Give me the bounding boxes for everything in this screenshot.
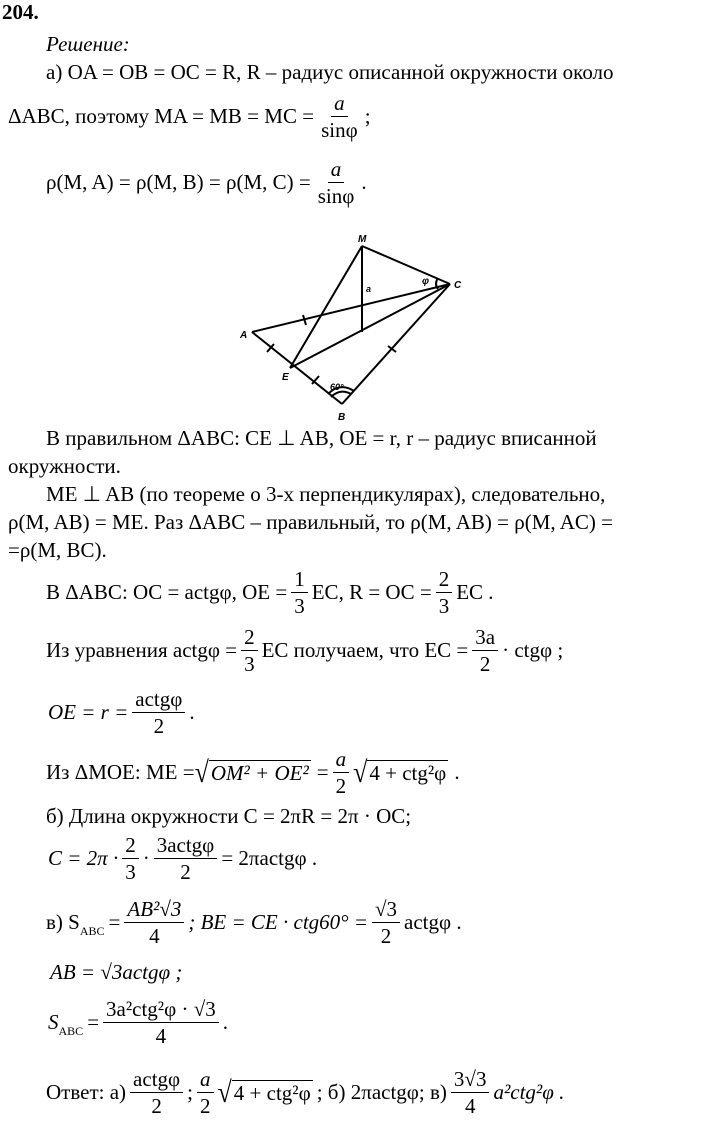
fraction-denominator: 3	[294, 594, 305, 619]
equation-8-suffix: .	[222, 1010, 228, 1035]
fraction-denominator: 2	[200, 1094, 211, 1119]
equation-2-mid: EC получаем, что EC =	[261, 638, 469, 663]
paragraph2-line2: ρ(M, AB) = ME. Раз ΔABC – правильный, то ρ(M, AB) = ρ(M, AC) =	[8, 510, 613, 534]
fraction-numerator: actgφ	[130, 1068, 183, 1093]
equation-1-prefix: В ΔABC: OC = actgφ, OE =	[46, 580, 288, 605]
fraction-numerator: actgφ	[132, 688, 185, 713]
equation-8-prefix: S	[48, 1010, 59, 1035]
part-a-line2	[8, 92, 371, 141]
fraction-denominator: 4	[149, 924, 160, 949]
part-b-line: б) Длина окружности C = 2πR = 2π · OC;	[46, 804, 412, 828]
equation-5-dot: ·	[142, 846, 150, 871]
fraction-numerator: 2	[122, 834, 139, 859]
fraction-denominator: sinφ	[321, 118, 358, 143]
part-a-line2-suffix: ;	[364, 104, 371, 129]
angle-arc-C	[436, 278, 438, 289]
equation-7: AB = √3actgφ ;	[50, 960, 183, 984]
fraction-numerator: AB²√3	[124, 898, 184, 923]
fraction-numerator: √3	[372, 898, 400, 923]
fraction-numerator: a	[333, 748, 350, 773]
answer-fraction-3	[451, 1068, 490, 1117]
equation-6-mid: ; BE = CE · ctg60° =	[188, 910, 368, 935]
equation-2	[46, 626, 563, 675]
answer-line	[46, 1068, 564, 1117]
label-C: C	[454, 280, 462, 291]
fraction-numerator: 3a²ctg²φ · √3	[103, 998, 219, 1023]
equation-5-suffix: = 2πactgφ .	[221, 846, 318, 871]
paragraph2-line3: =ρ(M, BC).	[8, 538, 107, 562]
radical-sign: √	[194, 755, 209, 789]
fraction-denominator: 2	[180, 860, 191, 885]
part-a-line3	[46, 158, 367, 207]
radicand: 4 + ctg²φ	[369, 760, 447, 785]
label-A: A	[240, 330, 248, 341]
label-M: M	[358, 234, 367, 245]
solution-heading: Решение:	[46, 32, 130, 56]
part-a-line1: а) OA = OB = OC = R, R – радиус описанной окружности около	[46, 60, 614, 84]
equation-6-prefix: в) S	[46, 910, 80, 935]
label-a: a	[366, 284, 372, 294]
problem-number: 204.	[2, 0, 39, 24]
equation-1-mid: EC, R = OC =	[311, 580, 432, 605]
fraction-ab-squared-root3-over-4	[124, 898, 184, 947]
answer-prefix: Ответ: а)	[46, 1080, 127, 1105]
fraction-numerator: a	[197, 1068, 214, 1093]
equation-6-suffix: actgφ .	[404, 910, 462, 935]
edge-BC	[342, 284, 450, 404]
fraction-a-over-sin	[318, 92, 361, 141]
subscript-abc: ABC	[58, 1024, 84, 1039]
fraction-root3-over-2	[372, 898, 400, 947]
fraction-denominator: 2	[479, 652, 491, 677]
fraction-numerator: 2	[436, 568, 453, 593]
fraction-two-thirds	[436, 568, 453, 617]
geometry-figure	[230, 228, 480, 423]
fraction-denominator: 4	[464, 1094, 476, 1119]
radicand: OM² + OE²	[210, 760, 309, 785]
fraction-numerator: 3√3	[451, 1068, 490, 1093]
paragraph1-line1: В правильном ΔABC: CE ⊥ AB, OE = r, r – радиус вписанной	[46, 426, 597, 450]
equation-6-eq: =	[108, 910, 121, 935]
fraction-numerator: a	[331, 92, 348, 117]
equation-3	[48, 688, 195, 737]
equation-6	[46, 898, 462, 947]
label-B: B	[338, 412, 346, 423]
square-root-1	[194, 755, 311, 789]
square-root-2	[353, 755, 448, 789]
label-E: E	[282, 372, 289, 383]
equation-8	[48, 998, 228, 1047]
fraction-numerator: 1	[291, 568, 308, 593]
equation-4	[46, 748, 460, 797]
fraction-3a-over-2	[472, 626, 498, 675]
radical-sign: √	[217, 1075, 232, 1109]
fraction-denominator: sinφ	[317, 184, 355, 209]
fraction-numerator: 3a	[472, 626, 498, 651]
fraction-denominator: 2	[380, 924, 392, 949]
fraction-denominator: 3	[438, 594, 450, 619]
fraction-denominator: 2	[153, 714, 165, 739]
fraction-denominator: 2	[151, 1094, 162, 1119]
fraction-numerator: a	[328, 158, 345, 183]
equation-5-prefix: C = 2π ·	[48, 846, 119, 871]
paragraph2-line1: ME ⊥ AB (по теореме о 3-х перпендикулярах), следовательно,	[46, 482, 606, 506]
fraction-a-over-sin-2	[315, 158, 358, 207]
part-a-line3-prefix: ρ(M, A) = ρ(M, B) = ρ(M, C) =	[46, 170, 311, 195]
equation-2-prefix: Из уравнения actgφ =	[46, 638, 238, 663]
fraction-a-over-2	[333, 748, 350, 797]
fraction-area-expression	[103, 998, 219, 1047]
equation-1	[46, 568, 494, 617]
fraction-denominator: 3	[125, 860, 136, 885]
fraction-numerator: 2	[241, 626, 258, 651]
equation-4-suffix: .	[454, 760, 460, 785]
answer-sep-2: ; б) 2πactgφ; в)	[316, 1080, 447, 1105]
part-a-line2-prefix: ΔABC, поэтому MA = MB = MC =	[8, 104, 315, 129]
answer-fraction-1	[130, 1068, 183, 1117]
fraction-one-third	[291, 568, 308, 617]
label-angle-60: 60°	[330, 382, 344, 392]
label-phi: φ	[422, 276, 430, 287]
fraction-denominator: 2	[335, 774, 347, 799]
equation-5	[48, 834, 317, 883]
radical-sign: √	[353, 755, 368, 789]
paragraph1-line2: окружности.	[8, 454, 121, 478]
answer-fraction-2	[197, 1068, 214, 1117]
fraction-two-thirds	[122, 834, 139, 883]
equation-3-prefix: OE = r =	[48, 700, 129, 725]
fraction-denominator: 3	[244, 652, 255, 677]
answer-suffix: a²ctg²φ .	[493, 1080, 565, 1105]
fraction-3actg-over-2	[154, 834, 218, 883]
equation-8-eq: =	[87, 1010, 100, 1035]
part-a-line3-suffix: .	[361, 170, 367, 195]
fraction-numerator: 3actgφ	[154, 834, 218, 859]
equation-4-prefix: Из ΔMOE: ME =	[46, 760, 195, 785]
fraction-actg-over-2	[132, 688, 185, 737]
equation-2-suffix: · ctgφ ;	[502, 638, 564, 663]
equation-3-suffix: .	[189, 700, 195, 725]
equation-4-eq: =	[316, 760, 329, 785]
fraction-two-thirds	[241, 626, 258, 675]
equation-1-suffix: EC .	[456, 580, 494, 605]
subscript-abc: ABC	[79, 924, 105, 939]
radicand: 4 + ctg²φ	[233, 1080, 311, 1105]
edge-AC	[252, 284, 450, 332]
answer-square-root	[217, 1075, 313, 1109]
answer-sep-1: ;	[187, 1080, 193, 1105]
fraction-denominator: 4	[155, 1024, 167, 1049]
